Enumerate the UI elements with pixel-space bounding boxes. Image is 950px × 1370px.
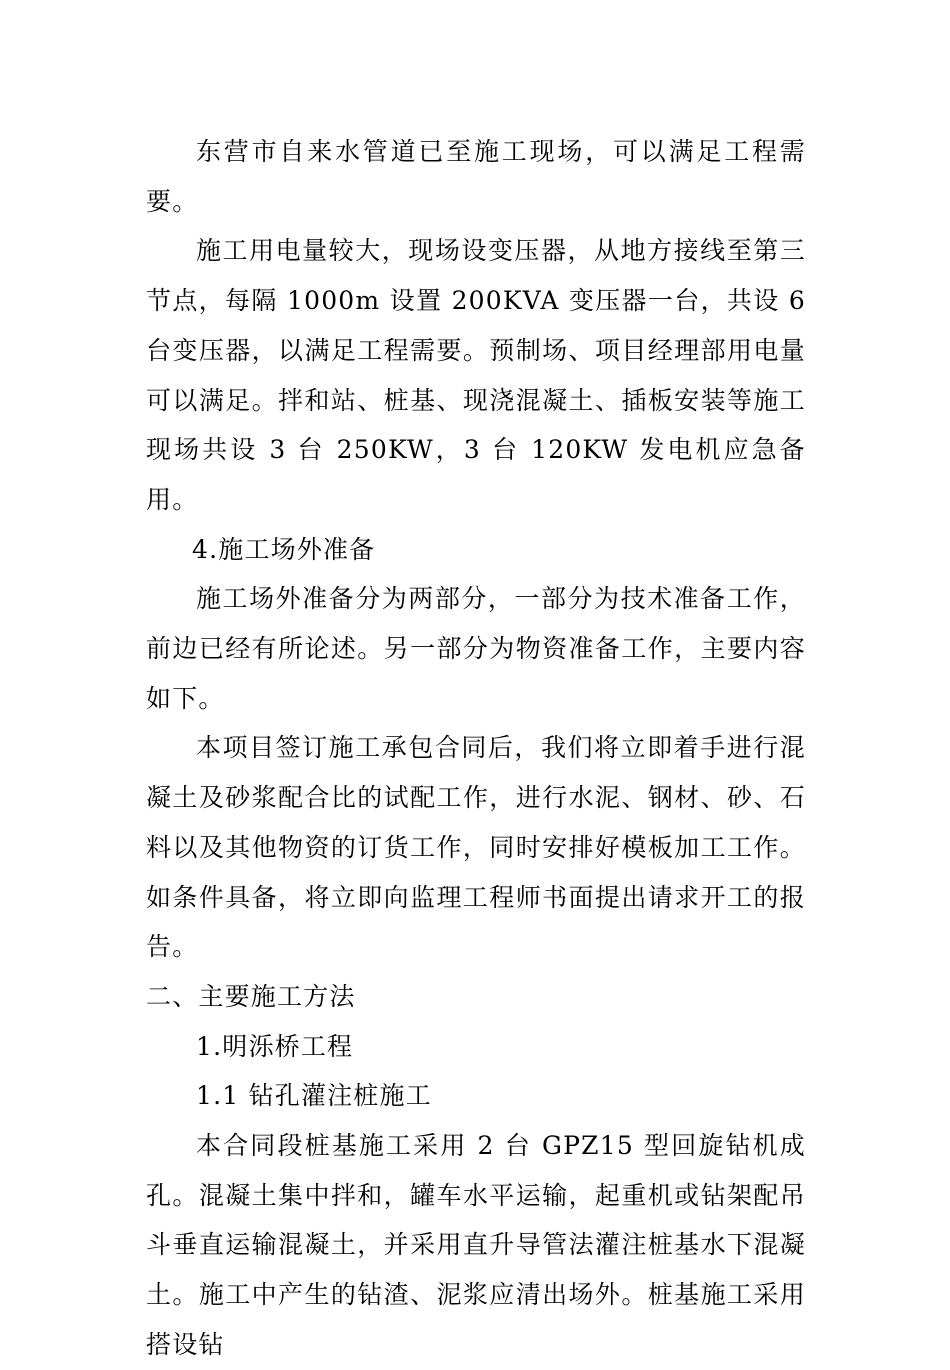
heading-offsite-preparation: 4.施工场外准备 <box>192 534 376 564</box>
paragraph-material-preparation: 本项目签订施工承包合同后，我们将立即着手进行混凝土及砂浆配合比的试配工作，进行水泥、钢材、砂、石料以及其他物资的订货工作，同时安排好模板加工工作。如条件具备，将立即向监理工程师书面提出请求开工的报告。 <box>146 733 806 962</box>
paragraph-offsite-preparation: 施工场外准备分为两部分，一部分为技术准备工作，前边已经有所论述。另一部分为物资准备工作，主要内容如下。 <box>146 584 806 713</box>
subheading-bridge-project: 1.明泺桥工程 <box>196 1031 354 1061</box>
document-body <box>146 127 806 1370</box>
paragraph-water-supply: 东营市自来水管道已至施工现场，可以满足工程需要。 <box>146 137 806 216</box>
section-heading-construction-methods: 二、主要施工方法 <box>146 981 356 1011</box>
paragraph-pile-construction: 本合同段桩基施工采用 2 台 GPZ15 型回旋钻机成孔。混凝土集中拌和，罐车水平运输，起重机或钻架配吊斗垂直运输混凝土，并采用直升导管法灌注桩基水下混凝土。施工中产生的钻渣、泥浆应清出场外。桩基施工采用搭设钻 <box>146 1131 806 1359</box>
paragraph-power-supply: 施工用电量较大，现场设变压器，从地方接线至第三节点，每隔 1000m 设置 200KVA 变压器一台，共设 6 台变压器，以满足工程需要。预制场、项目经理部用电量可以满足。拌和站、桩基、现浇混凝土、插板安装等施工现场共设 3 台 250KW，3 台 120KW 发电机应急备用。 <box>146 236 806 514</box>
subheading-bored-pile: 1.1 钻孔灌注桩施工 <box>196 1081 432 1111</box>
